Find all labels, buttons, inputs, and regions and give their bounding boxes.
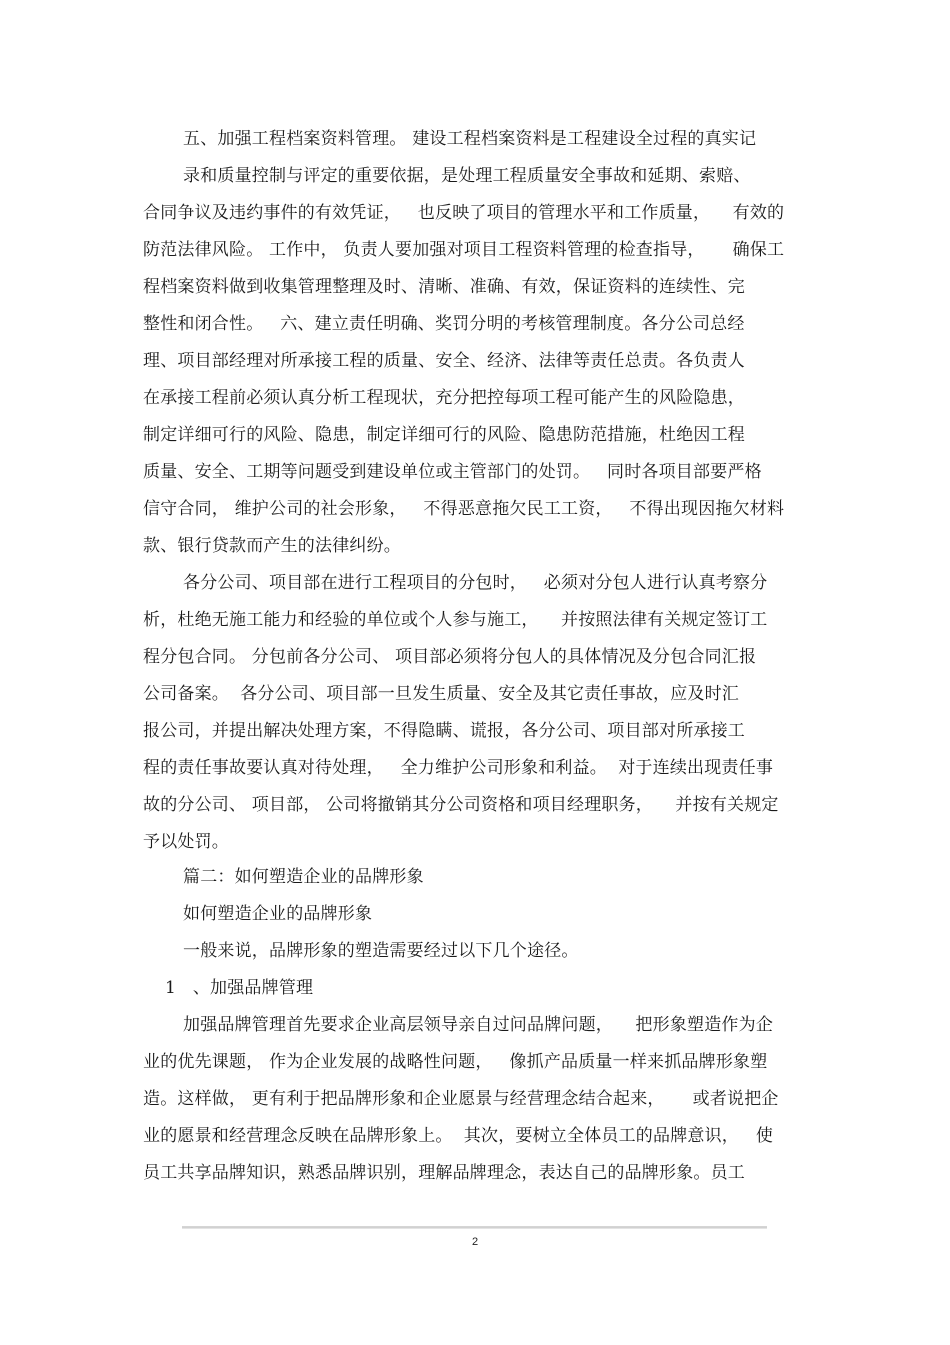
- text-line: 造。这样做， 更有利于把品牌形象和企业愿景与经营理念结合起来， 或者说把企: [143, 1089, 779, 1109]
- text-line: 员工共享品牌知识，熟悉品牌识别，理解品牌理念，表达自己的品牌形象。员工: [143, 1163, 745, 1183]
- text-line: 故的分公司、 项目部， 公司将撤销其分公司资格和项目经理职务， 并按有关规定: [143, 795, 779, 815]
- text-line: 整性和闭合性。 六、建立责任明确、奖罚分明的考核管理制度。各分公司总经: [143, 314, 745, 334]
- text-line: 予以处罚。: [143, 832, 229, 852]
- text-line: 质量、安全、工期等问题受到建设单位或主管部门的处罚。 同时各项目部要严格: [143, 462, 762, 482]
- text-line: 析，杜绝无施工能力和经验的单位或个人参与施工， 并按照法律有关规定签订工: [143, 610, 768, 630]
- text-line: 程的责任事故要认真对待处理， 全力维护公司形象和利益。 对于连续出现责任事: [143, 758, 774, 778]
- text-line: 一般来说，品牌形象的塑造需要经过以下几个途径。: [183, 941, 579, 961]
- text-line: 防范法律风险。 工作中， 负责人要加强对项目工程资料管理的检查指导， 确保工: [143, 240, 785, 260]
- text-line: 报公司，并提出解决处理方案，不得隐瞒、谎报，各分公司、项目部对所承接工: [143, 721, 745, 741]
- text-line: 程档案资料做到收集管理整理及时、清晰、准确、有效，保证资料的连续性、完: [143, 277, 745, 297]
- text-line: 信守合同， 维护公司的社会形象， 不得恶意拖欠民工工资， 不得出现因拖欠材料: [143, 499, 785, 519]
- text-line: 制定详细可行的风险、隐患，制定详细可行的风险、隐患防范措施，杜绝因工程: [143, 425, 745, 445]
- text-line: 理、项目部经理对所承接工程的质量、安全、经济、法律等责任总责。各负责人: [143, 351, 745, 371]
- text-line: 合同争议及违约事件的有效凭证， 也反映了项目的管理水平和工作质量， 有效的: [143, 203, 785, 223]
- text-line: 程分包合同。 分包前各分公司、 项目部必须将分包人的具体情况及分包合同汇报: [143, 647, 757, 667]
- text-line: 业的愿景和经营理念反映在品牌形象上。 其次，要树立全体员工的品牌意识， 使: [143, 1126, 774, 1146]
- text-line: 款、银行贷款而产生的法律纠纷。: [143, 536, 401, 556]
- text-line: 业的优先课题， 作为企业发展的战略性问题， 像抓产品质量一样来抓品牌形象塑: [143, 1052, 768, 1072]
- text-line: 公司备案。 各分公司、项目部一旦发生质量、安全及其它责任事故，应及时汇: [143, 684, 740, 704]
- text-line: 如何塑造企业的品牌形象: [183, 904, 373, 924]
- text-line: 五、加强工程档案资料管理。 建设工程档案资料是工程建设全过程的真实记: [183, 129, 757, 149]
- text-line: 加强品牌管理首先要求企业高层领导亲自过问品牌问题， 把形象塑造作为企: [183, 1015, 774, 1035]
- text-line: 1 、加强品牌管理: [165, 978, 314, 998]
- text-line: 在承接工程前必须认真分析工程现状，充分把控每项工程可能产生的风险隐患，: [143, 388, 745, 408]
- text-line: 篇二：如何塑造企业的品牌形象: [183, 867, 424, 887]
- page-number: 2: [471, 1236, 479, 1248]
- text-line: 录和质量控制与评定的重要依据，是处理工程质量安全事故和延期、索赔、: [183, 166, 751, 186]
- footer-divider: [182, 1226, 767, 1229]
- text-line: 各分公司、项目部在进行工程项目的分包时， 必须对分包人进行认真考察分: [183, 573, 768, 593]
